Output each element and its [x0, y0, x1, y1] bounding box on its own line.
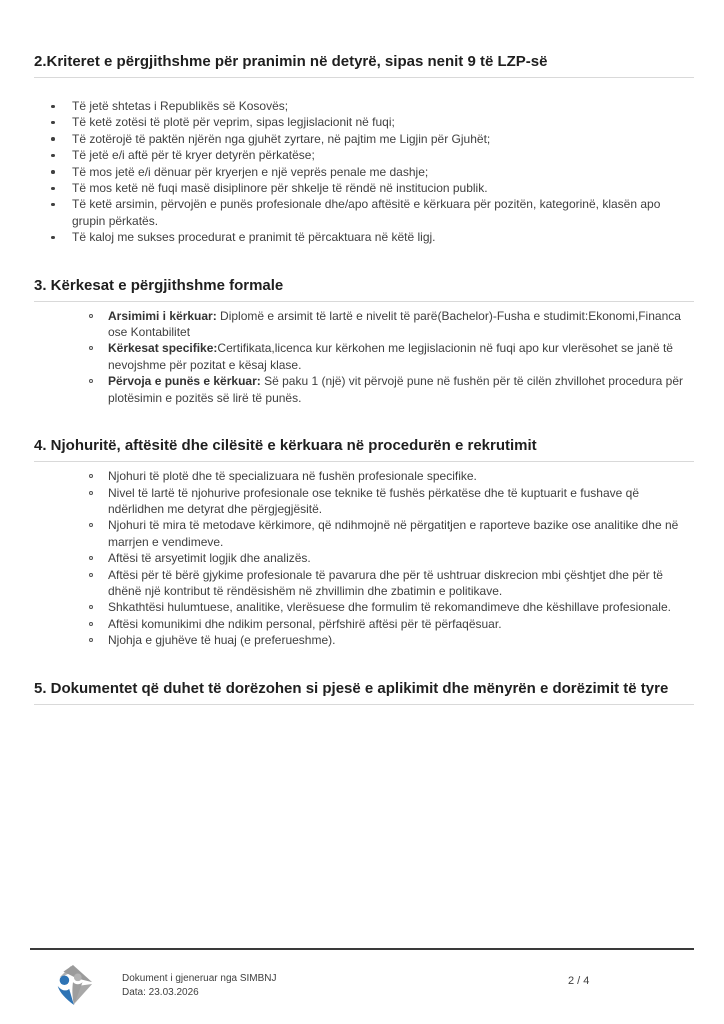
list-item-text: Nivel të lartë të njohurive profesionale ose teknike të fushës përkatëse dhe të kuptuarit e fushave që ndërlidhen me detyrat dhe përgjegjësitë.	[108, 485, 639, 516]
bullet-icon	[89, 622, 93, 626]
bullet-icon	[51, 187, 55, 191]
list-item	[34, 340, 694, 373]
list-item	[34, 147, 694, 163]
criteria-list	[34, 98, 694, 246]
section-dokumentet	[34, 679, 694, 705]
list-item	[34, 550, 694, 566]
list-item-label: Arsimimi i kërkuar:	[108, 308, 217, 323]
list-item	[34, 599, 694, 615]
list-item	[34, 632, 694, 648]
generation-date-text: Data: 23.03.2026	[122, 986, 199, 998]
list-item-text: Të ketë zotësi të plotë për veprim, sipas legjislacionit në fuqi;	[72, 115, 395, 130]
bullet-icon	[89, 314, 93, 318]
bullet-icon	[51, 154, 55, 158]
list-item-text: Të jetë e/i aftë për të kryer detyrën përkatëse;	[72, 148, 315, 163]
list-item	[34, 164, 694, 180]
list-item-text: Njohuri të mira të metodave kërkimore, që ndihmojnë në përgatitjen e raporteve bazike ose analitike dhe në marrjen e vendimeve.	[108, 518, 679, 549]
bullet-icon	[89, 605, 93, 609]
section-title: 4. Njohuritë, aftësitë dhe cilësitë e kërkuara në procedurën e rekrutimit	[34, 436, 694, 462]
list-item	[34, 229, 694, 245]
list-item	[34, 468, 694, 484]
list-item-text: Së paku 1 (një) vit përvojë pune në fushën për të cilën zhvillohet procedura për plotësimin e pozitës së lirë të punës.	[108, 374, 684, 405]
bullet-icon	[89, 573, 93, 577]
list-item	[34, 567, 694, 600]
footer-row	[30, 950, 694, 1020]
bullet-icon	[51, 203, 55, 207]
list-item-text: Të ketë arsimin, përvojën e punës profesionale dhe/apo aftësitë e kërkuara për pozitën, kategorinë, klasën apo grupin përkatës.	[72, 197, 661, 228]
list-item-text: Të mos ketë në fuqi masë disiplinore për shkelje të rëndë në institucion publik.	[72, 181, 488, 196]
list-item-text: Të kaloj me sukses procedurat e pranimit të përcaktuara në këtë ligj.	[72, 230, 436, 245]
section-kriteret-pranimi	[34, 52, 694, 246]
formal-requirements-list	[34, 308, 694, 406]
bullet-icon	[89, 523, 93, 527]
page-footer	[30, 948, 694, 1020]
list-item-text: Njohja e gjuhëve të huaj (e preferueshme).	[108, 633, 336, 648]
list-item-label: Kërkesat specifike:	[108, 341, 218, 356]
list-item	[34, 98, 694, 114]
list-item-text: Njohuri të plotë dhe të specializuara në fushën profesionale specifike.	[108, 469, 477, 484]
list-item	[34, 616, 694, 632]
list-item-text: Aftësi të arsyetimit logjik dhe analizës.	[108, 551, 311, 566]
bullet-icon	[51, 236, 55, 240]
list-item	[34, 308, 694, 341]
list-item-text: Shkathtësi hulumtuese, analitike, vlerësuese dhe formulim të rekomandimeve dhe këshillave profesionale.	[108, 600, 671, 615]
bullet-icon	[89, 638, 93, 642]
list-item-label: Përvoja e punës e kërkuar:	[108, 374, 261, 389]
bullet-icon	[51, 137, 55, 141]
bullet-icon	[51, 105, 55, 109]
list-item-text: Të zotërojë të paktën njërën nga gjuhët zyrtare, në pajtim me Ligjin për Gjuhët;	[72, 131, 491, 146]
page-number: 2 / 4	[568, 975, 590, 987]
list-item	[34, 485, 694, 518]
bullet-icon	[89, 474, 93, 478]
list-item	[34, 180, 694, 196]
section-title: 2.Kriteret e përgjithshme për pranimin në detyrë, sipas nenit 9 të LZP-së	[34, 52, 694, 78]
section-njohurite-aftesite	[34, 436, 694, 648]
section-title: 5. Dokumentet që duhet të dorëzohen si pjesë e aplikimit dhe mënyrën e dorëzimit të tyre	[34, 679, 694, 705]
list-item	[34, 196, 694, 229]
section-title: 3. Kërkesat e përgjithshme formale	[34, 276, 694, 302]
section-kerkesat-formale	[34, 276, 694, 406]
bullet-icon	[89, 379, 93, 383]
list-item-text: Të mos jetë e/i dënuar për kryerjen e një veprës penale me dashje;	[72, 164, 429, 179]
list-item-text: Certifikata,licenca kur kërkohen me legjislacionin në fuqi apo kur vlerësohet se janë të nevojshme për pozitat e kësaj klase.	[108, 341, 673, 372]
bullet-icon	[89, 556, 93, 560]
list-item	[34, 114, 694, 130]
bullet-icon	[51, 121, 55, 125]
skills-list	[34, 468, 694, 648]
generated-by-text: Dokument i gjeneruar nga SIMBNJ	[122, 973, 277, 984]
footer-text	[122, 972, 277, 999]
list-item	[34, 373, 694, 406]
list-item-text: Diplomë e arsimit të lartë e nivelit të parë(Bachelor)-Fusha e studimit:Ekonomi,Financa ose Kontabilitet	[108, 308, 681, 340]
simbnj-logo-icon	[52, 963, 94, 1007]
list-item-text: Të jetë shtetas i Republikës së Kosovës;	[72, 99, 289, 113]
list-item-text: Aftësi për të bërë gjykime profesionale të pavarura dhe për të ushtruar diskrecion mbi çështjet dhe për të dhënë një kontribut të rëndësishëm në zhvillimin dhe zbatimin e politikave.	[108, 567, 663, 598]
bullet-icon	[51, 170, 55, 174]
list-item	[34, 131, 694, 147]
list-item-text: Aftësi komunikimi dhe ndikim personal, përfshirë aftësi për të përfaqësuar.	[108, 616, 502, 631]
bullet-icon	[89, 491, 93, 495]
list-item	[34, 517, 694, 550]
bullet-icon	[89, 346, 93, 350]
